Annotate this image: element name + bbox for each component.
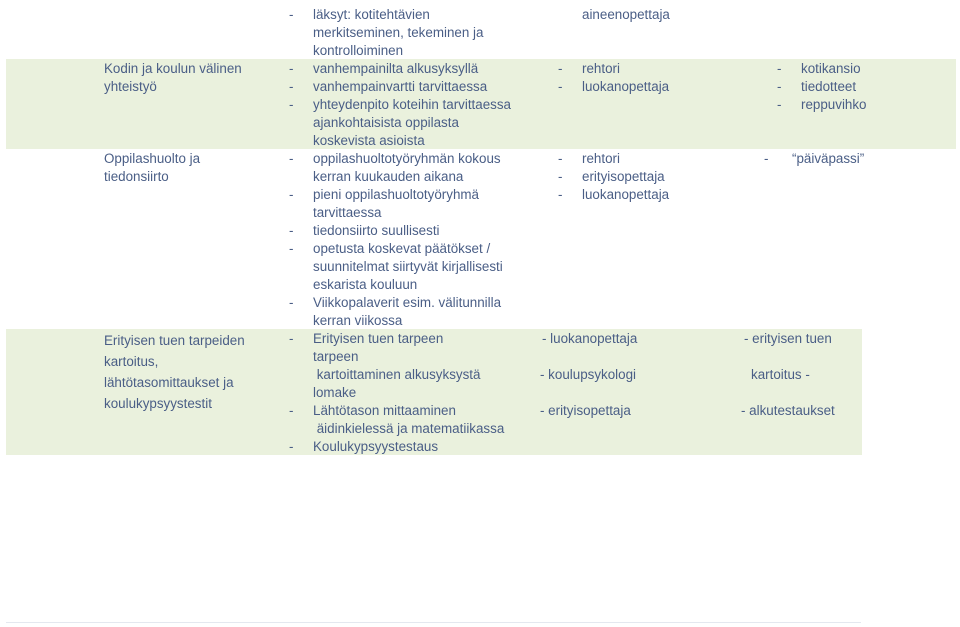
- table-row-oppilashuolto: Oppilashuolto ja tiedonsiirto - oppilashuoltotyöryhmän kokous kerran kuukauden aikana - pieni oppilashuoltotyöryhmä tarvittaessa - tiedonsiirto suullisesti - opetusta koskevat päätökset / suunnitelmat siirtyvät kirjallisesti eskarista kouluun - Viikkopalaverit esim. välitunnilla kerran viikossa - rehtori - erityisopettaja - luokanopettaja - “päiväpassi”: [6, 149, 956, 329]
- responsible-item: - koulupsykologi: [540, 367, 637, 382]
- tools-item: - erityisen tuen: [744, 331, 832, 346]
- responsible-item: - luokanopettaja: [542, 331, 638, 346]
- row-topic: Oppilashuolto ja tiedonsiirto: [104, 151, 201, 184]
- page-footer-rule: [6, 622, 861, 623]
- tools-item: kartoitus -: [751, 367, 810, 382]
- row-topic: Kodin ja koulun välinen yhteistyö: [104, 61, 242, 94]
- table-row-kodin-koulun-yhteistyo: Kodin ja koulun välinen yhteistyö - vanhempainilta alkusyksyllä - vanhempainvartti tarvittaessa - yhteydenpito koteihin tarvittaessa ajankohtaisista oppilasta koskevista asioista - rehtori - luokanopettaja - kotikansio - tiedotteet - reppuvihko: [6, 59, 956, 149]
- table-row-erityisen-tuen: Erityisen tuen tarpeiden kartoitus, lähtötasomittaukset ja koulukypsyystestit - Erityisen tuen tarpeen tarpeen kartoittaminen alkusyksystä lomake - Lähtötason mittaaminen äidinkielessä ja matematiikassa - Koulukypsyystestaus - luokanopettaja - koulupsykologi - erityisopettaja - erityisen tuen kartoitus - - alkutestaukset: [6, 329, 862, 455]
- row-topic: Erityisen tuen tarpeiden kartoitus, lähtötasomittaukset ja koulukypsyystestit: [104, 333, 245, 411]
- responsible-item: - erityisopettaja: [540, 403, 631, 418]
- tools-item: - alkutestaukset: [741, 403, 835, 418]
- table-row-continued: - läksyt: kotitehtävien merkitseminen, tekeminen ja kontrolloiminen aineenopettaja: [6, 0, 956, 59]
